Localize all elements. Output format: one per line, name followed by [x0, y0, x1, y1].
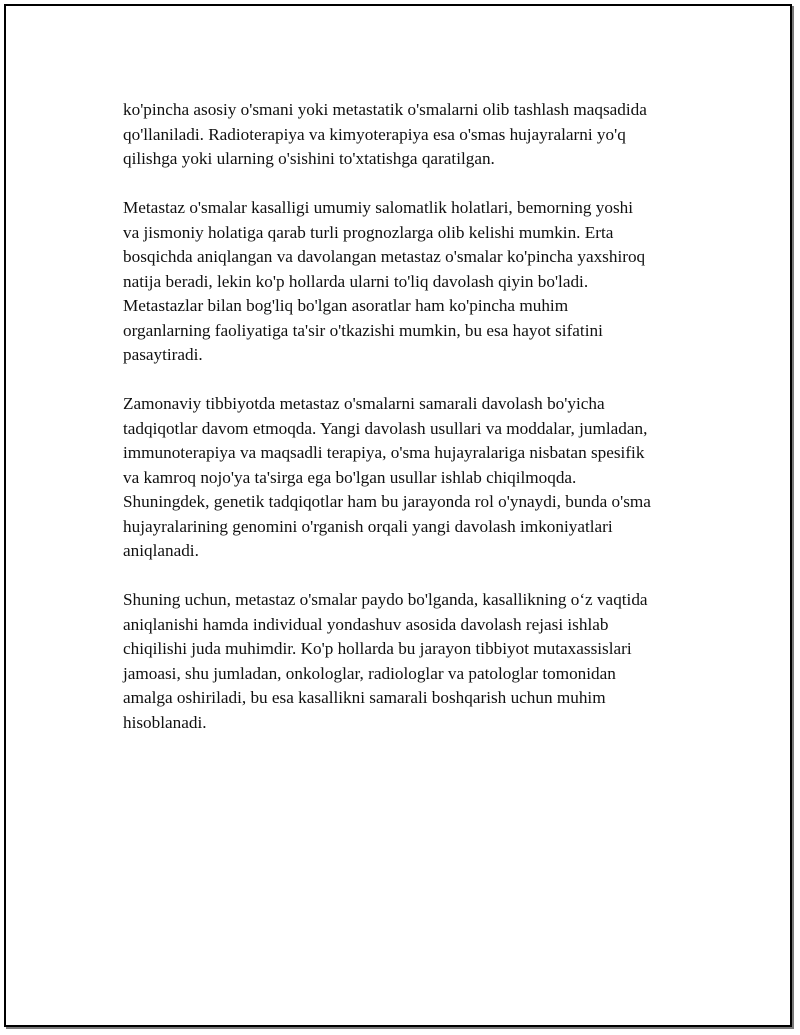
text-line: Metastazlar bilan bog'liq bo'lgan asoratlar ham ko'pincha muhim — [123, 296, 569, 315]
text-line: va kamroq nojo'ya ta'sirga ega bo'lgan usullar ishlab chiqilmoqda. — [123, 467, 577, 487]
text-line: Metastaz o'smalar kasalligi umumiy salomatlik holatlari, bemorning yoshi — [123, 198, 634, 217]
text-line: Shuning uchun, metastaz o'smalar paydo bo'lganda, kasallikning o‘z vaqtida — [123, 590, 648, 609]
text-line: qo'llaniladi. Radioterapiya va kimyoterapiya esa o'smas hujayralarni yo'q — [123, 124, 626, 144]
text-line: amalga oshiriladi, bu esa kasallikni samarali boshqarish uchun muhim — [123, 688, 606, 707]
text-line: chiqilishi juda muhimdir. Ko'p hollarda bu jarayon tibbiyot mutaxassislari — [123, 639, 632, 658]
text-line: jamoasi, shu jumladan, onkologlar, radiologlar va patologlar tomonidan — [123, 663, 616, 683]
text-line: bosqichda aniqlangan va davolangan metastaz o'smalar ko'pincha yaxshiroq — [123, 247, 646, 266]
paragraph-1 — [123, 98, 713, 172]
text-line: ko'pincha asosiy o'smani yoki metastatik o'smalarni olib tashlash maqsadida — [123, 100, 647, 119]
text-line: hisoblanadi. — [123, 712, 207, 732]
paragraph-2 — [123, 196, 713, 368]
document-body — [123, 98, 713, 760]
text-line: qilishga yoki ularning o'sishini to'xtatishga qaratilgan. — [123, 149, 495, 168]
text-line: aniqlanadi. — [123, 541, 199, 560]
text-line: immunoterapiya va maqsadli terapiya, o'sma hujayralariga nisbatan spesifik — [123, 443, 645, 462]
text-line: organlarning faoliyatiga ta'sir o'tkazishi mumkin, bu esa hayot sifatini — [123, 320, 603, 340]
text-line: Zamonaviy tibbiyotda metastaz o'smalarni samarali davolash bo'yicha — [123, 394, 605, 413]
text-line: hujayralarining genomini o'rganish orqali yangi davolash imkoniyatlari — [123, 516, 613, 536]
page-frame — [4, 4, 792, 1027]
text-line: Shuningdek, genetik tadqiqotlar ham bu jarayonda rol o'ynaydi, bunda o'sma — [123, 492, 651, 511]
text-line: natija beradi, lekin ko'p hollarda ularni to'liq davolash qiyin bo'ladi. — [123, 271, 589, 291]
text-line: va jismoniy holatiga qarab turli prognozlarga olib kelishi mumkin. Erta — [123, 222, 614, 242]
text-line: pasaytiradi. — [123, 345, 203, 364]
paragraph-4 — [123, 588, 713, 735]
text-line: aniqlanishi hamda individual yondashuv asosida davolash rejasi ishlab — [123, 614, 609, 634]
paragraph-3 — [123, 392, 713, 564]
text-line: tadqiqotlar davom etmoqda. Yangi davolash usullari va moddalar, jumladan, — [123, 418, 648, 438]
